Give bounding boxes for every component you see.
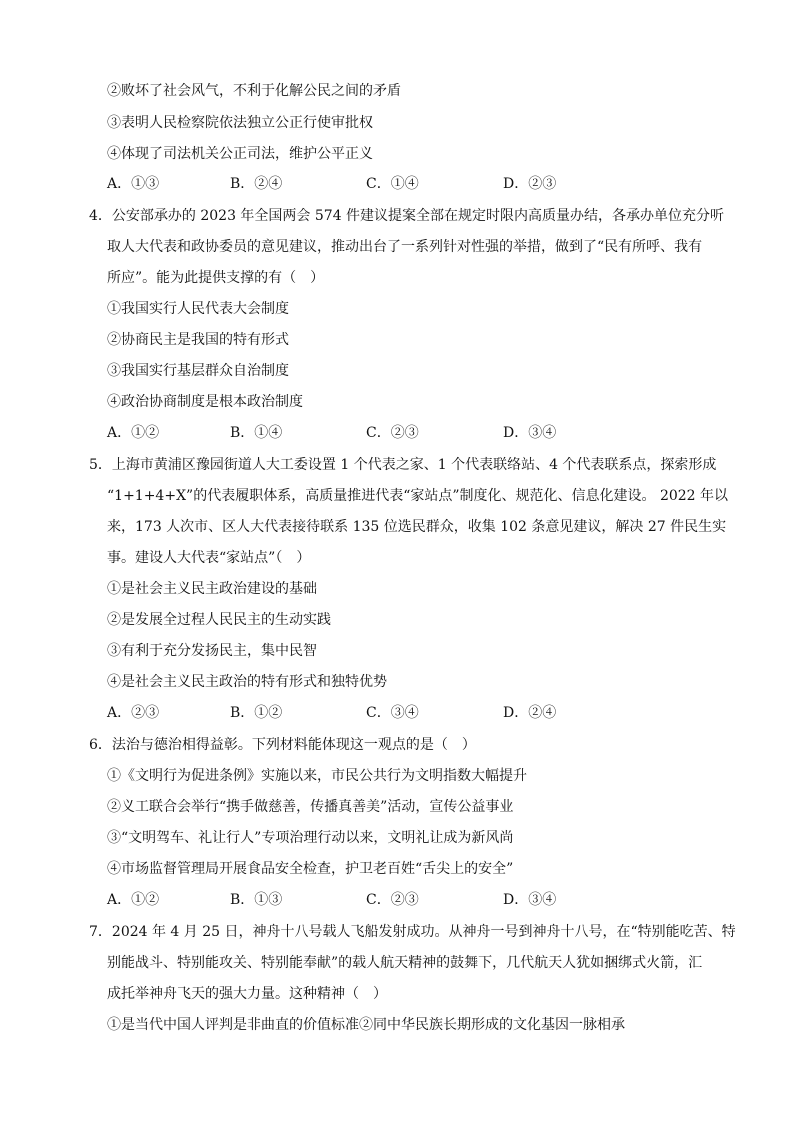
q7-stem-line-2: 别能战斗、特别能攻关、特别能奉献”的载人航天精神的鼓舞下，几代航天人犹如捆绑式火箭，汇 <box>107 955 703 971</box>
q6-option-2: ②义工联合会举行“携手做慈善，传播真善美”活动，宣传公益事业 <box>107 799 514 815</box>
q4-choice-c: C．②③ <box>366 425 419 441</box>
q5-option-4: ④是社会主义民主政治的特有形式和独特优势 <box>107 674 387 690</box>
q6-option-1: ①《文明行为促进条例》实施以来，市民公共行为文明指数大幅提升 <box>107 768 527 784</box>
q4-choices <box>107 424 627 442</box>
q5-stem-line-2: “1+1+4+X”的代表履职体系，高质量推进代表“家站点”制度化、规范化、信息化建设。 2022 年以 <box>107 488 729 504</box>
prev-choice-b: B．②④ <box>230 176 283 192</box>
prev-option-2: ②败坏了社会风气，不利于化解公民之间的矛盾 <box>107 83 401 99</box>
prev-choice-c: C．①④ <box>366 176 419 192</box>
q4-choice-a: A．①② <box>107 425 160 441</box>
q6-option-3: ③“文明驾车、礼让行人”专项治理行动以来，文明礼让成为新风尚 <box>107 830 514 846</box>
q5-stem-line-1: 5．上海市黄浦区豫园街道人大工委设置 1 个代表之家、1 个代表联络站、4 个代表联系点，探索形成 <box>89 457 717 473</box>
q4-choice-b: B．①④ <box>230 425 283 441</box>
prev-choice-d: D．②③ <box>503 176 557 192</box>
q5-choices <box>107 704 627 722</box>
q6-choice-d: D．③④ <box>503 892 557 908</box>
q4-option-3: ③我国实行基层群众自治制度 <box>107 363 289 379</box>
q6-option-4: ④市场监督管理局开展食品安全检查，护卫老百姓“舌尖上的安全” <box>107 861 514 877</box>
q4-option-2: ②协商民主是我国的特有形式 <box>107 332 289 348</box>
q5-stem-line-4: 事。建设人大代表“家站点”（ ） <box>107 550 311 566</box>
q4-option-4: ④政治协商制度是根本政治制度 <box>107 394 303 410</box>
q5-choice-d: D．②④ <box>503 705 557 721</box>
prev-choices <box>107 175 627 193</box>
q4-stem-line-1: 4．公安部承办的 2023 年全国两会 574 件建议提案全部在规定时限内高质量办结，各承办单位充分听 <box>89 208 725 224</box>
q6-choice-c: C．②③ <box>366 892 419 908</box>
q5-option-2: ②是发展全过程人民民主的生动实践 <box>107 612 331 628</box>
q6-choice-a: A．①② <box>107 892 160 908</box>
q5-choice-a: A．②③ <box>107 705 160 721</box>
q4-stem-line-3: 所应”。能为此提供支撑的有（ ） <box>107 270 325 286</box>
prev-option-4: ④体现了司法机关公正司法，维护公平正义 <box>107 146 373 162</box>
q7-stem-line-3: 成托举神舟飞天的强大力量。这种精神（ ） <box>107 986 387 1002</box>
q7-stem-line-1: 7．2024 年 4 月 25 日，神舟十八号载人飞船发射成功。从神舟一号到神舟十八号，在“特别能吃苦、特 <box>89 924 736 940</box>
q6-choices <box>107 891 627 909</box>
q5-option-1: ①是社会主义民主政治建设的基础 <box>107 581 317 597</box>
q5-option-3: ③有利于充分发扬民主，集中民智 <box>107 643 317 659</box>
q5-choice-c: C．③④ <box>366 705 419 721</box>
prev-option-3: ③表明人民检察院依法独立公正行使审批权 <box>107 115 373 131</box>
q5-choice-b: B．①② <box>230 705 283 721</box>
q5-stem-line-3: 来，173 人次市、区人大代表接待联系 135 位选民群众，收集 102 条意见建议，解决 27 件民生实 <box>107 519 727 535</box>
q4-option-1: ①我国实行人民代表大会制度 <box>107 301 289 317</box>
q7-option-1-2: ①是当代中国人评判是非曲直的价值标准②同中华民族长期形成的文化基因一脉相承 <box>107 1017 625 1033</box>
q4-choice-d: D．③④ <box>503 425 557 441</box>
q6-stem-line-1: 6．法治与德治相得益彰。下列材料能体现这一观点的是（ ） <box>89 737 476 753</box>
q4-stem-line-2: 取人大代表和政协委员的意见建议，推动出台了一系列针对性强的举措，做到了“民有所呼、我有 <box>107 239 703 255</box>
prev-choice-a: A．①③ <box>107 176 160 192</box>
q6-choice-b: B．①③ <box>230 892 283 908</box>
